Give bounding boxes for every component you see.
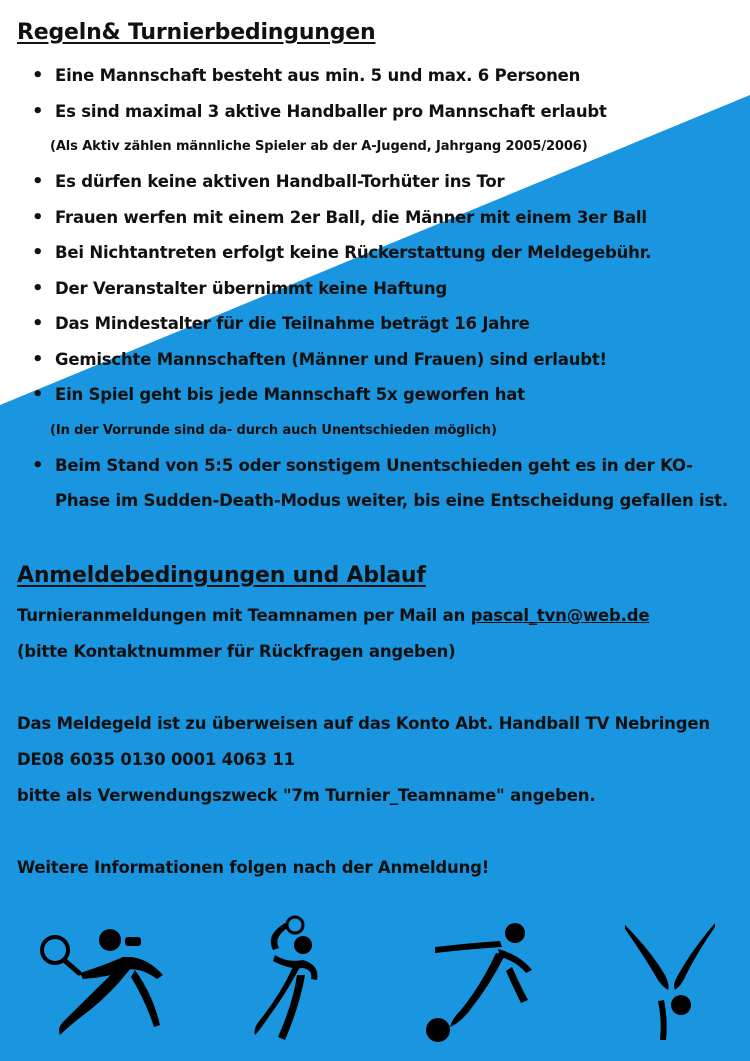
list-item-note: (In der Vorrunde sind da- durch auch Unentschieden möglich) xyxy=(50,422,497,438)
tennis-player-icon xyxy=(35,915,170,1040)
signup-mail-prefix: Turnieranmeldungen mit Teamnamen per Mail an xyxy=(17,606,471,625)
reference-line: bitte als Verwendungszweck "7m Turnier_Teamname" angeben. xyxy=(17,786,596,805)
list-item: • Das Mindestalter für die Teilnahme beträgt 16 Jahre xyxy=(0,306,750,342)
payment-line: Das Meldegeld ist zu überweisen auf das Konto Abt. Handball TV Nebringen xyxy=(17,714,710,733)
spacer xyxy=(17,814,737,850)
sport-icons xyxy=(0,915,750,1045)
soccer-player-icon xyxy=(420,915,550,1045)
iban: DE08 6035 0130 0001 4063 11 xyxy=(17,750,295,769)
list-item: • Frauen werfen mit einem 2er Ball, die Männer mit einem 3er Ball xyxy=(0,200,750,236)
list-item: • Es sind maximal 3 aktive Handballer pro Mannschaft erlaubt xyxy=(0,94,750,130)
list-item: • Gemischte Mannschaften (Männer und Frauen) sind erlaubt! xyxy=(0,342,750,378)
gymnast-icon xyxy=(620,915,720,1045)
contact-hint: (bitte Kontaktnummer für Rückfragen angeben) xyxy=(17,642,456,661)
list-item: • Ein Spiel geht bis jede Mannschaft 5x geworfen hat xyxy=(0,377,750,413)
signup-mail-line xyxy=(17,598,737,634)
list-item: • Bei Nichtantreten erfolgt keine Rückerstattung der Meldegebühr. xyxy=(0,235,750,271)
list-item: • Es dürfen keine aktiven Handball-Torhüter ins Tor xyxy=(0,164,750,200)
list-item-note: (Als Aktiv zählen männliche Spieler ab der A-Jugend, Jahrgang 2005/2006) xyxy=(50,139,588,154)
closing-line: Weitere Informationen folgen nach der Anmeldung! xyxy=(17,858,490,877)
signup-section xyxy=(17,598,737,886)
spacer xyxy=(17,670,737,706)
list-item: • Beim Stand von 5:5 oder sonstigem Unentschieden geht es in der KO-Phase im Sudden-Death-Modus weiter, bis eine Entscheidung gefallen ist. xyxy=(0,448,750,518)
handball-player-icon xyxy=(245,915,345,1045)
list-item: • Der Veranstalter übernimmt keine Haftung xyxy=(0,271,750,307)
rules-list xyxy=(0,58,750,518)
rules-heading: Regeln& Turnierbedingungen xyxy=(17,20,376,45)
list-item: • Eine Mannschaft besteht aus min. 5 und max. 6 Personen xyxy=(0,58,750,94)
signup-heading: Anmeldebedingungen und Ablauf xyxy=(17,563,426,588)
email-link[interactable]: pascal_tvn@web.de xyxy=(470,606,650,625)
